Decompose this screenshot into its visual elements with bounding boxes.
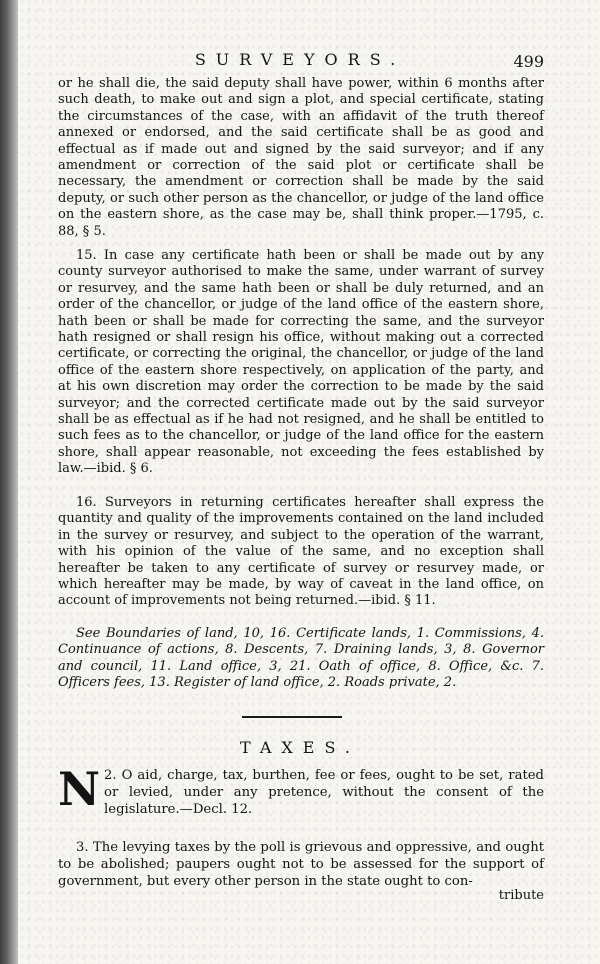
page-header <box>50 50 550 76</box>
catchword: tribute <box>498 888 544 903</box>
paragraph-continued: or he shall die, the said deputy shall have power, within 6 months after such death, to make out and sign a plot, and special certificate, stating the circumstances of the case, with an affidavit of the truth thereof annexed or endorsed, and the said certificate shall be as good and effectual as if made out and signed by the said surveyor; and if any amendment or correction of the said plot or certificate shall be necessary, the amendment or correction shall be made by the said deputy, or such other person as the chancellor, or judge of the land office on the eastern shore, as the case may be, shall think proper.—1795, c. 88, § 5. <box>58 76 544 239</box>
paragraph-number: 2. <box>104 768 122 783</box>
paragraph-section-16: 16. Surveyors in returning certificates hereafter shall express the quantity and quality of the improvements contained on the land included in the survey or resurvey, and subject to the operation of the warrant, with his opinion of the value of the same, and no exception shall hereafter be taken to any certificate of survey or resurvey made, or which hereafter may be made, by way of caveat in the land office, on account of improvements not being returned.—ibid. § 11. <box>58 495 544 609</box>
paragraph-taxes-2 <box>58 762 544 818</box>
running-head: SURVEYORS. <box>194 50 406 69</box>
paragraph-section-15: 15. In case any certificate hath been or shall be made out by any county surveyor authorised to make the same, under warrant of survey or resurvey, and the same hath been or shall be duly returned, and an order of the chancellor, or judge of the land office of the eastern shore, hath been or shall be made for correcting the same, and the surveyor hath resigned or shall resign his office, without making out a corrected certificate, or correcting the original, the chancellor, or judge of the land office of the eastern shore respectively, on application of the party, and at his own discretion may order the correction to be made by the said surveyor; and the corrected certificate made out by the said surveyor shall be as effectual as if he had not resigned, and he shall be entitled to such fees as to the chancellor, or judge of the land office for the eastern shore, shall appear reasonable, not exceeding the fees established by law.—ibid. § 6. <box>58 248 544 477</box>
page-binding-edge <box>0 0 18 964</box>
cross-references: See Boundaries of land, 10, 16. Certificate lands, 1. Commissions, 4. Continuance of actions, 8. Descents, 7. Draining lands, 3, 8. Governor and council, 11. Land office, 3, 21. Oath of office, 8. Office, &c. 7. Officers fees, 13. Register of land office, 2. Roads private, 2. <box>58 626 544 691</box>
drop-cap: N <box>58 762 101 816</box>
paragraph-taxes-3: 3. The levying taxes by the poll is grievous and oppressive, and ought to be abolished; paupers ought not to be assessed for the support of government, but every other person in the state ought to con- <box>58 840 544 889</box>
paragraph-text: O aid, charge, tax, burthen, fee or fees, ought to be set, rated or levied, under any pretence, without the consent of the legislature.—Decl. 12. <box>104 768 544 817</box>
page-number: 499 <box>513 52 544 71</box>
section-title: TAXES. <box>240 738 360 757</box>
section-divider-rule <box>242 716 342 718</box>
